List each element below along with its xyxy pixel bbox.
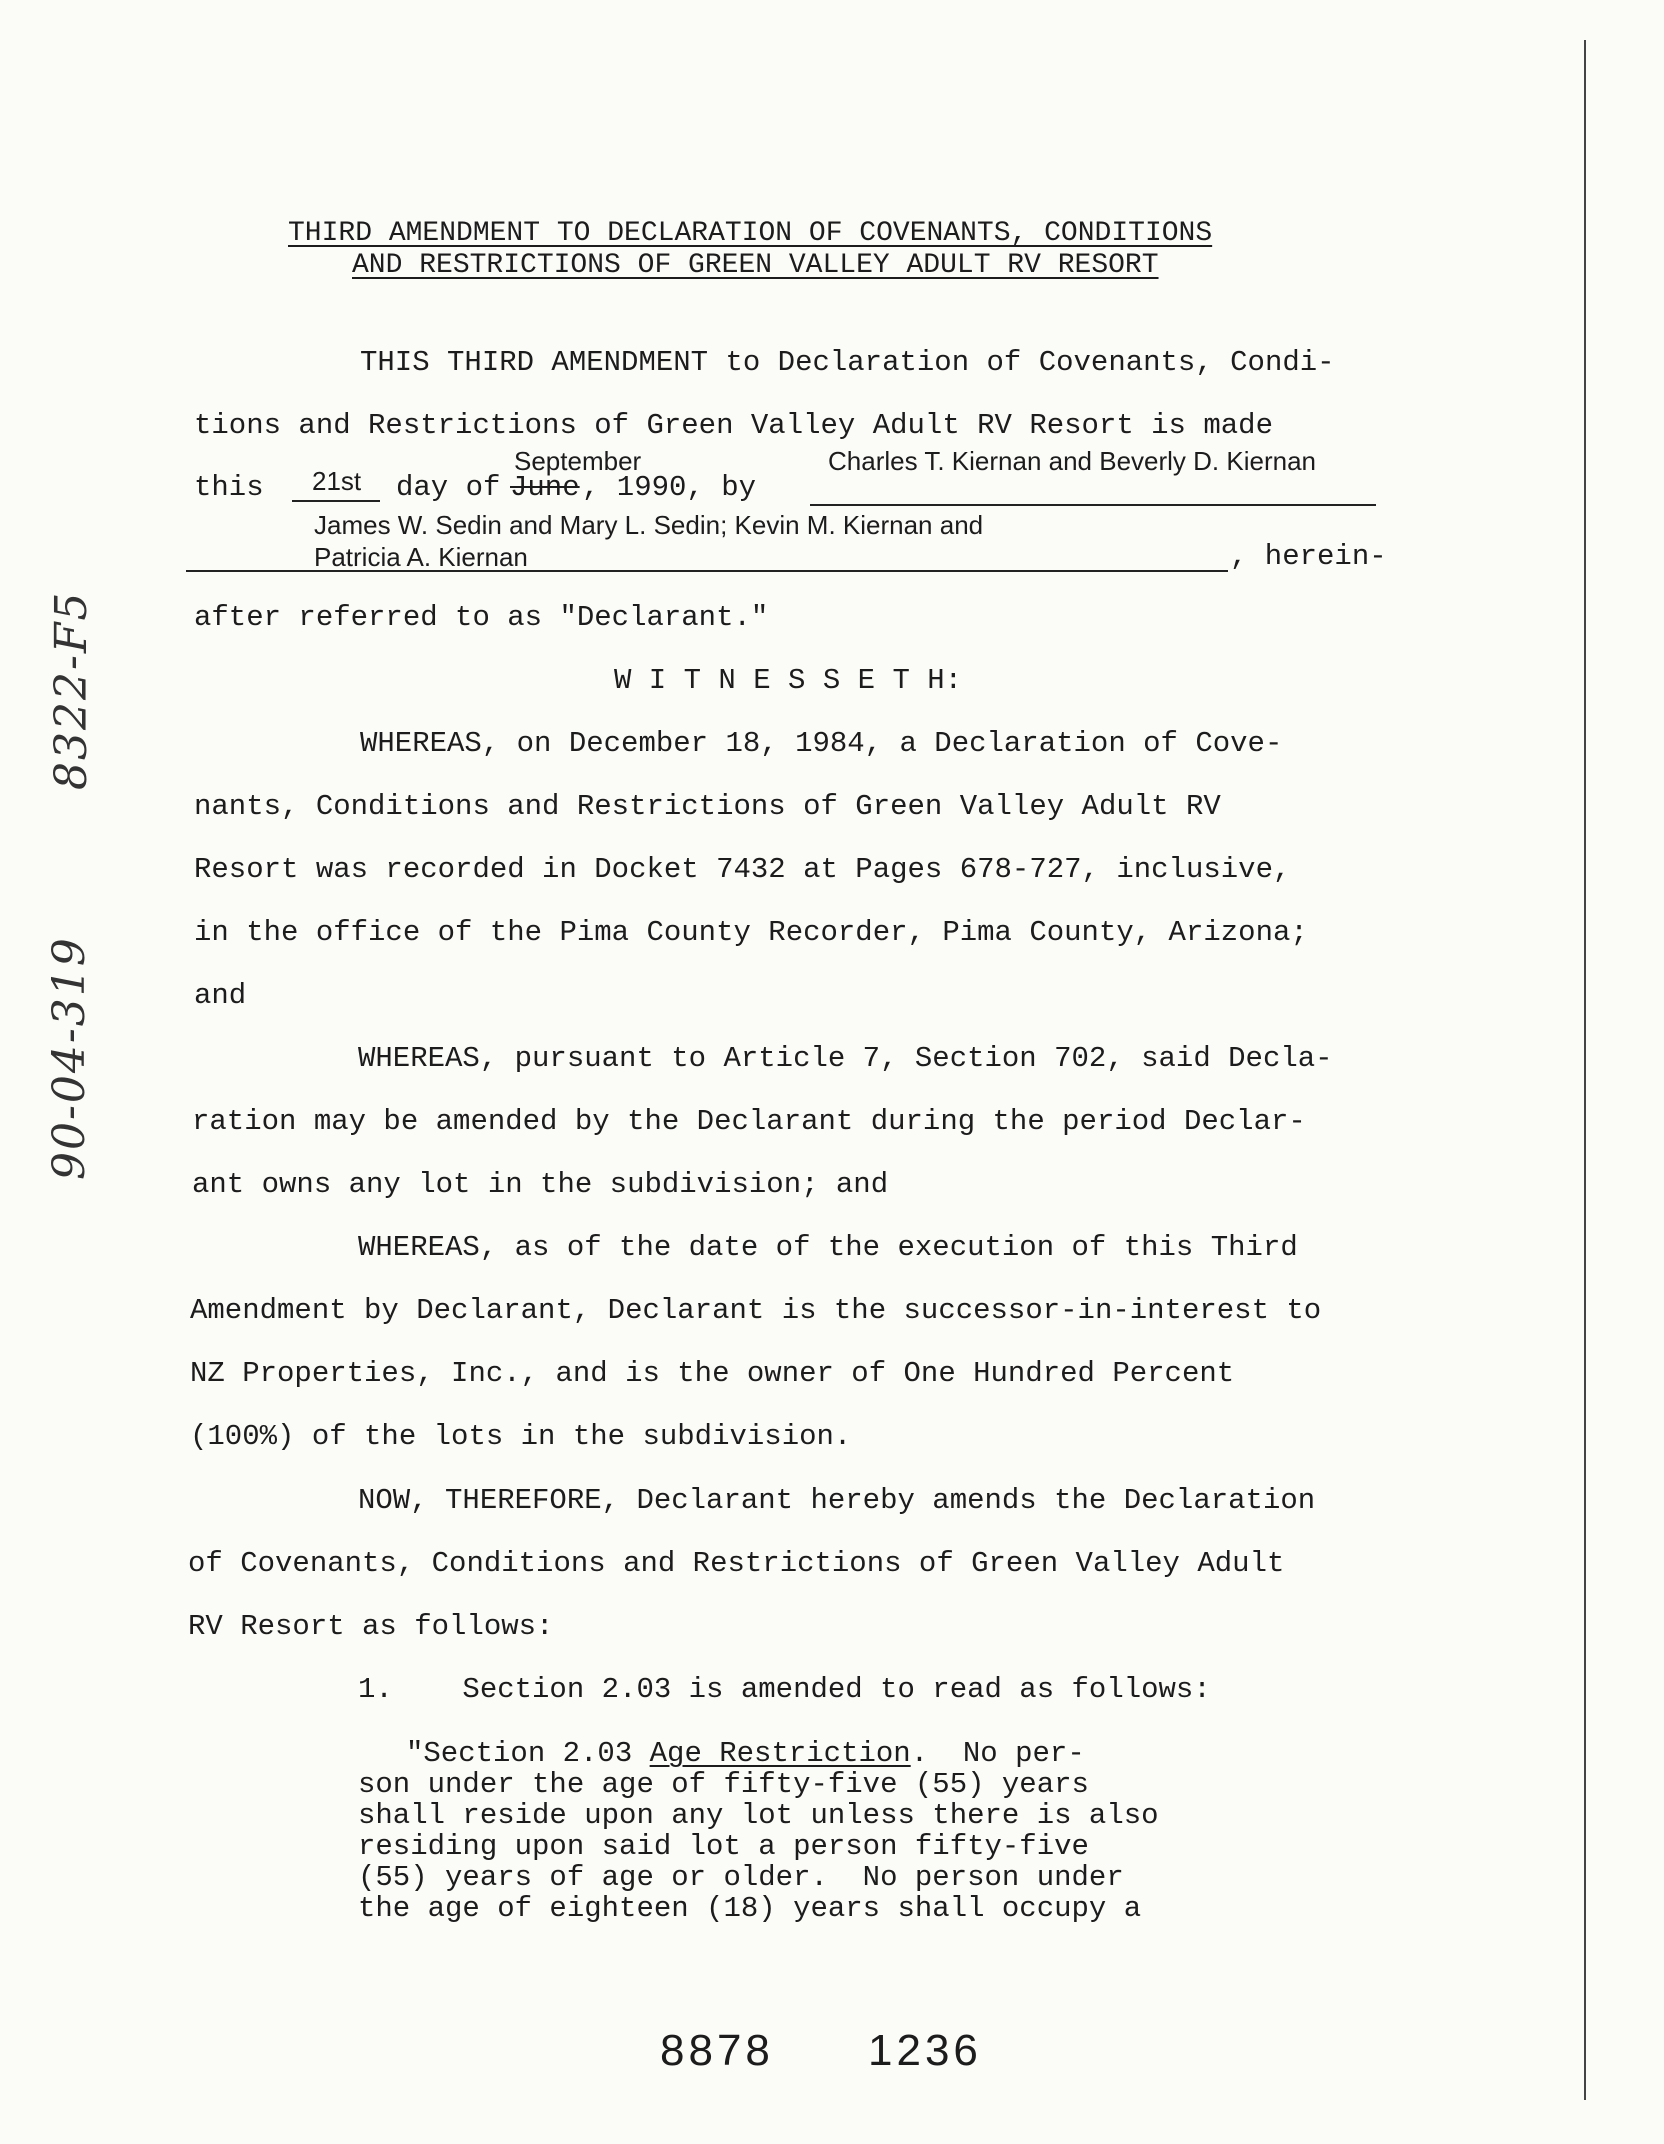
- parties-blank-line2: [186, 570, 1228, 572]
- intro-line1: THIS THIRD AMENDMENT to Declaration of Covenants, Condi-: [360, 346, 1335, 379]
- intro-herein: , herein-: [1230, 540, 1387, 573]
- recital2-line2: ration may be amended by the Declarant during the period Declar-: [192, 1105, 1306, 1138]
- intro-this: this: [194, 471, 264, 504]
- item1-heading: 1. Section 2.03 is amended to read as follows:: [358, 1673, 1211, 1706]
- document-title-line2: AND RESTRICTIONS OF GREEN VALLEY ADULT RV RESORT: [352, 250, 1159, 281]
- recital1-line3: Resort was recorded in Docket 7432 at Pages 678-727, inclusive,: [194, 853, 1291, 886]
- filled-month: September: [514, 446, 642, 476]
- document-title-line1: THIRD AMENDMENT TO DECLARATION OF COVENANTS, CONDITIONS: [288, 218, 1213, 249]
- recital1-line4: in the office of the Pima County Recorder, Pima County, Arizona;: [194, 916, 1308, 949]
- operative-line1: NOW, THEREFORE, Declarant hereby amends the Declaration: [358, 1484, 1316, 1517]
- witnesseth-heading: W I T N E S S E T H:: [614, 664, 963, 697]
- recital2-line1: WHEREAS, pursuant to Article 7, Section 702, said Decla-: [358, 1042, 1333, 1075]
- filled-day: 21st: [312, 466, 362, 496]
- recital1-line1: WHEREAS, on December 18, 1984, a Declaration of Cove-: [360, 727, 1283, 760]
- quote-line5: (55) years of age or older. No person under: [358, 1861, 1124, 1894]
- quote-line1: "Section 2.03 Age Restriction. No per-: [406, 1737, 1085, 1770]
- scan-edge-line: [1584, 40, 1586, 2100]
- intro-year: , 1990, by: [582, 471, 757, 504]
- quote-line4: residing upon said lot a person fifty-five: [358, 1830, 1089, 1863]
- filled-parties-line3: Patricia A. Kiernan: [314, 542, 528, 572]
- quote-line2: son under the age of fifty-five (55) years: [358, 1768, 1089, 1801]
- recital1-line2: nants, Conditions and Restrictions of Green Valley Adult RV: [194, 790, 1221, 823]
- filled-parties-line2: James W. Sedin and Mary L. Sedin; Kevin M. Kiernan and: [314, 510, 984, 540]
- quote-line3: shall reside upon any lot unless there is also: [358, 1799, 1159, 1832]
- struck-month: June: [510, 471, 580, 504]
- intro-line-after: after referred to as "Declarant.": [194, 601, 769, 634]
- recital2-line3: ant owns any lot in the subdivision; and: [192, 1168, 889, 1201]
- quote-heading-age-restriction: Age Restriction: [649, 1737, 911, 1770]
- filled-parties-line1: Charles T. Kiernan and Beverly D. Kiernan: [828, 446, 1316, 476]
- quote-line6: the age of eighteen (18) years shall occupy a: [358, 1892, 1142, 1925]
- margin-fee-code: 8322-F5: [46, 590, 97, 790]
- day-blank-line: [292, 500, 380, 502]
- parties-blank-line1: [810, 504, 1376, 506]
- footer-docket-number: 8878: [660, 2026, 774, 2075]
- operative-line2: of Covenants, Conditions and Restrictions of Green Valley Adult: [188, 1547, 1285, 1580]
- margin-recording-number: 90-04-319: [44, 936, 95, 1180]
- intro-line2: tions and Restrictions of Green Valley Adult RV Resort is made: [194, 409, 1273, 442]
- operative-line3: RV Resort as follows:: [188, 1610, 554, 1643]
- recital3-line4: (100%) of the lots in the subdivision.: [190, 1420, 852, 1453]
- recital3-line2: Amendment by Declarant, Declarant is the successor-in-interest to: [190, 1294, 1322, 1327]
- intro-day-of: day of: [396, 471, 501, 504]
- recital1-line5: and: [194, 979, 247, 1012]
- footer-page-number: 1236: [868, 2026, 982, 2075]
- recital3-line1: WHEREAS, as of the date of the execution of this Third: [358, 1231, 1298, 1264]
- recital3-line3: NZ Properties, Inc., and is the owner of One Hundred Percent: [190, 1357, 1235, 1390]
